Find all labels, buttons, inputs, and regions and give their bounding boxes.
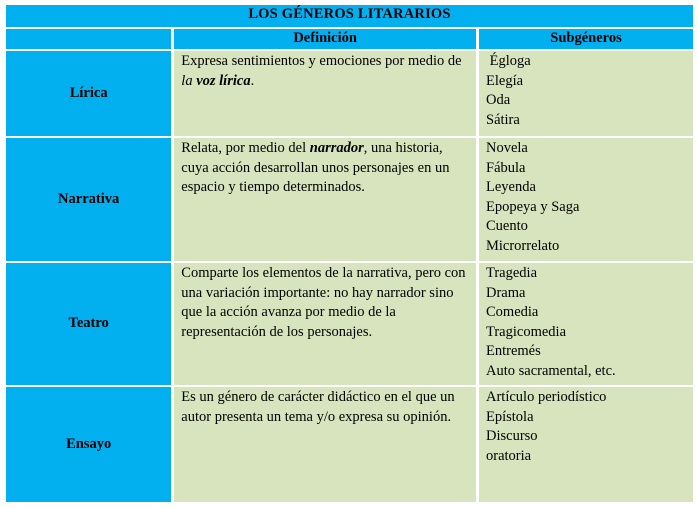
header-empty-cell: [6, 29, 171, 49]
subgenre-item: Artículo periodístico: [486, 389, 607, 405]
definition-text: narrador: [309, 140, 364, 156]
subgenres-cell: [479, 387, 693, 502]
subgenre-item: Tragicomedia: [486, 323, 567, 340]
subgenre-list: [486, 388, 689, 466]
subgenre-item: Cuento: [486, 218, 528, 234]
table-row: [6, 138, 693, 261]
subgenre-item: Epopeya y Saga: [486, 198, 580, 215]
subgenre-item: Elegía: [486, 72, 524, 89]
table-row: [6, 51, 693, 136]
genre-definition: [174, 51, 476, 136]
genre-name: Ensayo: [6, 387, 171, 502]
genre-name: Narrativa: [6, 138, 171, 261]
subgenres-cell: [479, 263, 693, 385]
header-definition: Definición: [174, 29, 476, 49]
definition-text: Comparte los elementos de la narrativa, pero con una variación importante: no hay narrador sino que la acción avanza por medio de la representación de los personajes.: [181, 265, 466, 340]
definition-text: la: [181, 72, 197, 89]
subgenre-item: Auto sacramental, etc.: [486, 362, 616, 379]
subgenre-item: Discurso: [486, 428, 538, 444]
subgenre-list: [486, 52, 689, 130]
subgenre-item: Comedia: [486, 304, 539, 320]
subgenre-item: Epístola: [486, 408, 534, 425]
table-title: LOS GÉNEROS LITARARIOS: [6, 5, 693, 27]
subgenres-cell: [479, 51, 693, 136]
genre-definition: [174, 263, 476, 385]
subgenre-item: Leyenda: [486, 179, 536, 195]
genre-definition: [174, 138, 476, 261]
definition-text: Expresa sentimientos y emociones por medio de: [181, 53, 462, 69]
subgenre-item: Drama: [486, 284, 526, 301]
table-row: [6, 263, 693, 385]
genre-definition: [174, 387, 476, 502]
subgenre-item: Novela: [486, 140, 528, 156]
definition-text: voz lírica: [196, 72, 251, 89]
definition-text: Es un género de carácter didáctico en el que un autor presenta un tema y/o expresa su opinión.: [181, 389, 455, 425]
subgenre-item: Fábula: [486, 159, 526, 176]
definition-text: , una historia, cuya acción desarrollan unos personajes en un espacio y tiempo determinados.: [181, 140, 450, 195]
genre-name: Lírica: [6, 51, 171, 136]
genres-table: [3, 3, 696, 504]
genre-name: Teatro: [6, 263, 171, 385]
subgenre-list: [486, 264, 689, 381]
subgenre-item: Tragedia: [486, 265, 538, 281]
definition-text: .: [250, 72, 255, 89]
subgenre-item: Oda: [486, 92, 511, 108]
table-row: [6, 387, 693, 502]
subgenre-item: Sátira: [486, 111, 520, 128]
subgenre-item: Égloga: [486, 53, 531, 69]
subgenre-item: Microrrelato: [486, 237, 560, 254]
subgenre-item: Entremés: [486, 343, 541, 359]
subgenre-list: [486, 139, 689, 256]
header-subgenres: Subgéneros: [479, 29, 693, 49]
subgenre-item: oratoria: [486, 447, 532, 464]
definition-text: Relata, por medio del: [181, 140, 310, 156]
subgenres-cell: [479, 138, 693, 261]
